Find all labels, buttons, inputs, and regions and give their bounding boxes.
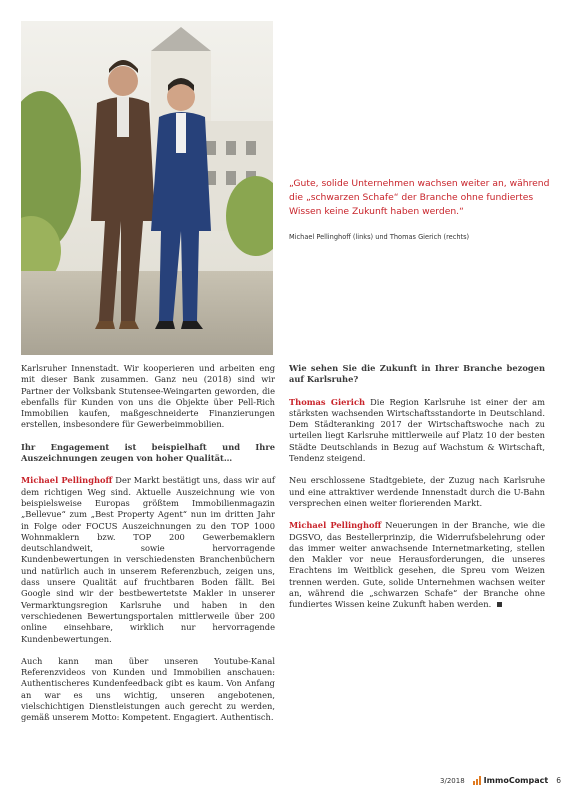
brand-logo xyxy=(473,776,549,785)
answer-text: Der Markt bestätigt uns, dass wir auf dem richtigen Weg sind. Aktuelle Auszeichnung wie von beispielsweise Europas größtem Immobilienmagazin „Bellevue“ zum „Best Property Agent“ nun im dritten Jahr in Folge oder FOCUS Auszeichnungen zu den TOP 1000 Wohnmaklern bzw. TOP 200 Gewerbemaklern deutschlandweit, sowie hervorragende Kundenbewertungen in verschiedensten Branchenbüchern und natürlich auch in unserem Referenzbuch, zeigen uns, dass unsere Qualität auf fruchtbaren Boden fällt. Bei Google sind wir der bestbewertetste Makler in unserer Vermarktungsregion Karlsruhe und haben in den verschiedenen Bewertungsportalen mittlerweile über 200 online einsehbare, wirklich nur hervorragende Kundenbewertungen. xyxy=(21,475,276,644)
logo-bars-icon xyxy=(473,776,482,785)
speaker-name: Michael Pellinghoff xyxy=(21,475,113,486)
brand-name: ImmoCompact xyxy=(483,776,549,785)
interview-answer xyxy=(289,520,545,610)
end-mark-icon xyxy=(497,602,502,607)
paragraph: Auch kann man über unseren Youtube-Kanal Referenzvideos von Kunden und Immobilien anschauen: Authentischeres Kundenfeedback gibt es kaum. Von Anfang an war es uns wichtig, unseren angebotenen, vielschichtigen Dienstleistungen auch gerecht zu werden, gemäß unserem Motto: Kompetent. Engagiert. Authentisch. xyxy=(21,655,275,723)
photo-caption: Michael Pellinghoff (links) und Thomas Gierich (rechts) xyxy=(289,233,470,241)
answer-text: Die Region Karlsruhe ist einer der am stärksten wachsenden Wirtschaftsstandorte in Deutschland. Dem Städteranking 2017 der Wirtschaftswoche nach zu urteilen liegt Karlsruhe mittlerweile auf Platz 10 der besten Städte Deutschlands in Bezug auf Wachstum & Wirtschaft, Tendenz steigend. xyxy=(289,396,545,464)
paragraph: Karlsruher Innenstadt. Wir kooperieren und arbeiten eng mit dieser Bank zusammen. Ganz neu (2018) sind wir Partner der Volksbank Stutensee-Weingarten geworden, die ebenfalls für Kunden von uns die Objekte über Pell-Rich Immobilien kaufen, maßgeschneiderte Finanzierungen erstellen, insbesondere für Gewerbeimmobilien. xyxy=(21,363,275,430)
page-footer xyxy=(440,776,561,785)
page-number: 6 xyxy=(556,776,561,785)
pull-quote: „Gute, solide Unternehmen wachsen weiter an, während die „schwarzen Schafe“ der Branche ohne fundiertes Wissen keine Zukunft haben werden.“ xyxy=(289,178,550,217)
interview-answer xyxy=(21,475,275,644)
right-column xyxy=(289,363,545,622)
interview-question: Ihr Engagement ist beispielhaft und Ihre Auszeichnungen zeugen von hoher Qualität… xyxy=(21,441,275,464)
answer-text: Neuerungen in der Branche, wie die DGSVO, das Bestellerprinzip, die Widerrufsbelehrung oder das immer weiter anwachsende Internetmarketing, stellen den Makler vor neue Herausforderungen, die unseres Erachtens im Weitblick gesehen, die Spreu vom Weizen trennen werden. Gute, solide Unternehmen wachsen weiter an, während die „schwarzen Schafe“ der Branche ohne fundiertes Wissen keine Zukunft haben werden. xyxy=(289,520,545,610)
interview-answer xyxy=(289,397,545,465)
issue-number: 3/2018 xyxy=(440,776,465,785)
paragraph: Neu erschlossene Stadtgebiete, der Zuzug nach Karlsruhe und eine attraktiver werdende Innenstadt durch die U-Bahn versprechen einen weiter florierenden Markt. xyxy=(289,475,545,508)
left-column xyxy=(21,363,275,735)
speaker-name: Michael Pellinghoff xyxy=(289,520,382,531)
interview-question: Wie sehen Sie die Zukunft in Ihrer Branche bezogen auf Karlsruhe? xyxy=(289,363,545,385)
portrait-photo xyxy=(21,21,273,355)
speaker-name: Thomas Gierich xyxy=(289,396,366,407)
